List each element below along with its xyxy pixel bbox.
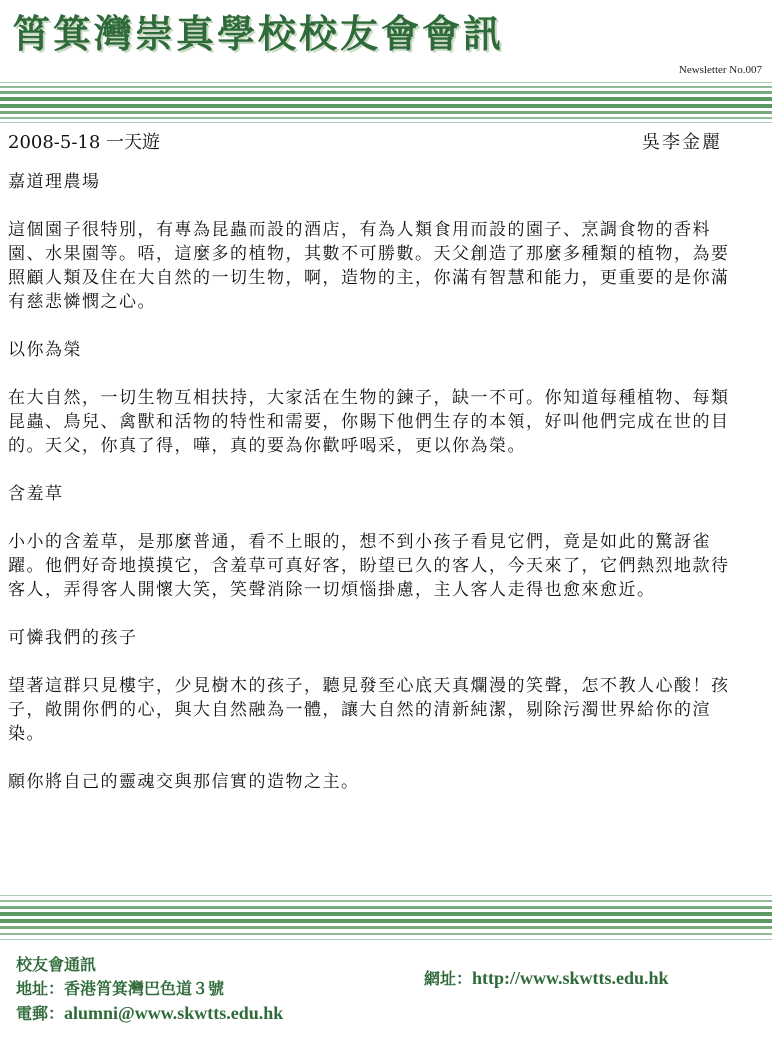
- footer-address: [16, 977, 396, 1001]
- footer-contact: [16, 953, 396, 1026]
- closing-line: 願你將自己的靈魂交與那信實的造物之主。: [8, 772, 360, 792]
- footer-email: [16, 1001, 396, 1026]
- section-paragraph: 望著這群只見樓宇，少見樹木的孩子，聽見發至心底天真爛漫的笑聲，怎不教人心酸！孩子，敞開你們的心，與大自然融為一體，讓大自然的清新純潔，剔除污濁世界給你的渲染。: [8, 676, 730, 744]
- article-meta: [8, 130, 722, 156]
- article-date: 2008-5-18 一天遊: [8, 132, 161, 153]
- section-paragraph: 小小的含羞草，是那麼普通，看不上眼的，想不到小孩子看見它們，竟是如此的驚訝雀躍。他們好奇地摸摸它，含羞草可真好客，盼望已久的客人，今天來了，它們熱烈地款待客人，弄得客人開懷大笑，笑聲消除一切煩惱掛慮，主人客人走得也愈來愈近。: [8, 532, 730, 600]
- footer-website: [424, 966, 669, 989]
- section-heading: 可憐我們的孩子: [8, 628, 138, 648]
- address-value: 香港筲箕灣巴色道３號: [64, 979, 225, 998]
- address-label: 地址：: [16, 979, 65, 998]
- newsletter-title: 筲箕灣崇真學校校友會會訊: [12, 11, 505, 56]
- section-paragraph: 這個園子很特別，有專為昆蟲而設的酒店，有為人類食用而設的園子、烹調食物的香料園、水果園等。唔，這麼多的植物，其數不可勝數。天父創造了那麼多種類的植物，為要照顧人類及住在大自然的一切生物，啊，造物的主，你滿有智慧和能力，更重要的是你滿有慈悲憐憫之心。: [8, 220, 730, 312]
- section-heading: 以你為榮: [8, 340, 82, 360]
- section-heading: 含羞草: [8, 484, 64, 504]
- email-link[interactable]: alumni@www.skwtts.edu.hk: [64, 1003, 284, 1023]
- footer-org: 校友會通訊: [16, 955, 97, 974]
- website-link[interactable]: http://www.skwtts.edu.hk: [472, 968, 669, 988]
- header-divider: [0, 80, 772, 126]
- email-label: 電郵：: [16, 1004, 65, 1023]
- website-label: 網址：: [424, 969, 473, 988]
- article-body: [8, 170, 732, 818]
- issue-number: Newsletter No.007: [678, 64, 762, 76]
- article-author: 吳李金麗: [642, 132, 722, 153]
- footer-divider: [0, 893, 772, 943]
- section-paragraph: 在大自然，一切生物互相扶持，大家活在生物的鍊子，缺一不可。你知道每種植物、每類昆蟲、鳥兒、禽獸和活物的特性和需要，你賜下他們生存的本領，好叫他們完成在世的目的。天父，你真了得，嘩，真的要為你歡呼喝采，更以你為榮。: [8, 388, 730, 456]
- section-heading: 嘉道理農場: [8, 172, 101, 192]
